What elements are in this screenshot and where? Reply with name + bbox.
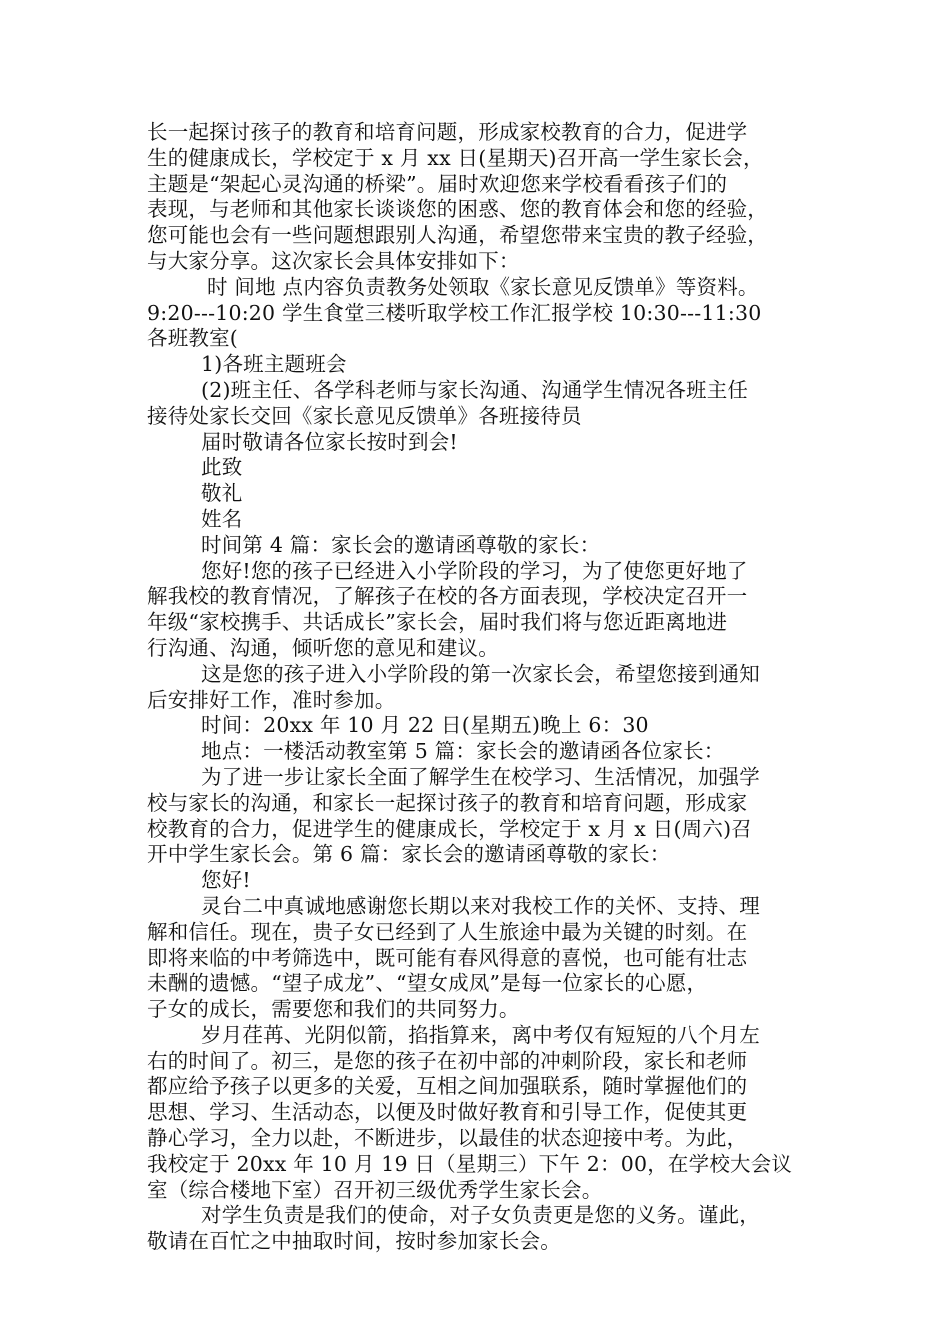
text-line: 为了进一步让家长全面了解学生在校学习、生活情况，加强学: [201, 764, 760, 789]
text-line: 即将来临的中考筛选中，既可能有春风得意的喜悦，也可能有壮志: [147, 945, 748, 970]
text-line: 主题是“架起心灵沟通的桥梁”。届时欢迎您来学校看看孩子们的: [147, 171, 728, 196]
paragraph-p8: [147, 507, 817, 533]
text-line: 都应给予孩子以更多的关爱，互相之间加强联系，随时掌握他们的: [147, 1074, 748, 1099]
paragraph-p4: [147, 378, 817, 430]
document-body: [147, 120, 817, 1255]
paragraph-p18: [147, 1203, 817, 1255]
text-line: 表现，与老师和其他家长谈谈您的困惑、您的教育体会和您的经验，: [147, 197, 768, 222]
text-line: 与大家分享。这次家长会具体安排如下：: [147, 248, 520, 273]
text-line: 我校定于 20xx 年 10 月 19 日（星期三）下午 2：00，在学校大会议: [147, 1151, 793, 1176]
text-line: 您可能也会有一些问题想跟别人沟通，希望您带来宝贵的教子经验，: [147, 223, 768, 248]
text-line: 届时敬请各位家长按时到会!: [201, 429, 458, 454]
paragraph-p17: [147, 1023, 817, 1204]
text-line: (2)班主任、各学科老师与家长沟通、沟通学生情况各班主任: [201, 377, 749, 402]
text-line: 生的健康成长，学校定于 x 月 xx 日(星期天)召开高一学生家长会，: [147, 145, 764, 170]
text-line: 校与家长的沟通，和家长一起探讨孩子的教育和培育问题，形成家: [147, 790, 748, 815]
text-line: 您好!: [201, 868, 251, 893]
text-line: 室（综合楼地下室）召开初三级优秀学生家长会。: [147, 1177, 603, 1202]
text-line: 敬礼: [201, 481, 243, 506]
text-line: 行沟通、沟通，倾听您的意见和建议。: [147, 635, 499, 660]
text-line: 解和信任。现在，贵子女已经到了人生旅途中最为关键的时刻。在: [147, 919, 748, 944]
paragraph-p1: [147, 120, 817, 275]
text-line: 地点：一楼活动教室第 5 篇：家长会的邀请函各位家长：: [201, 739, 725, 764]
text-line: 接待处家长交回《家长意见反馈单》各班接待员: [147, 403, 582, 428]
text-line: 后安排好工作，准时参加。: [147, 687, 396, 712]
text-line: 长一起探讨孩子的教育和培育问题，形成家校教育的合力，促进学: [147, 120, 748, 144]
paragraph-p5: [147, 430, 817, 456]
paragraph-p14: [147, 765, 817, 868]
text-line: 此致: [201, 455, 243, 480]
text-line: 敬请在百忙之中抽取时间，按时参加家长会。: [147, 1229, 561, 1254]
paragraph-p7: [147, 481, 817, 507]
text-line: 您好!您的孩子已经进入小学阶段的学习，为了使您更好地了: [201, 558, 748, 583]
text-line: 右的时间了。初三，是您的孩子在初中部的冲刺阶段，家长和老师: [147, 1048, 748, 1073]
text-line: 未酬的遗憾。“望子成龙”、“望女成凤”是每一位家长的心愿，: [147, 971, 708, 996]
paragraph-p12: [147, 713, 817, 739]
paragraph-p9: [147, 533, 817, 559]
paragraph-p13: [147, 739, 817, 765]
text-line: 岁月荏苒、光阴似箭，掐指算来，离中考仅有短短的八个月左: [201, 1022, 760, 1047]
paragraph-p10: [147, 559, 817, 662]
text-line: 年级“家校携手、共话成长”家长会，届时我们将与您近距离地进: [147, 610, 728, 635]
text-line: 对学生负责是我们的使命，对子女负责更是您的义务。谨此，: [201, 1203, 760, 1228]
paragraph-p11: [147, 662, 817, 714]
text-line: 静心学习，全力以赴，不断进步，以最佳的状态迎接中考。为此，: [147, 1126, 748, 1151]
text-line: 子女的成长，需要您和我们的共同努力。: [147, 997, 520, 1022]
paragraph-p15: [147, 868, 817, 894]
text-line: 开中学生家长会。第 6 篇：家长会的邀请函尊敬的家长：: [147, 842, 671, 867]
text-line: 灵台二中真诚地感谢您长期以来对我校工作的关怀、支持、理: [201, 893, 760, 918]
text-line: 姓名: [201, 506, 243, 531]
text-line: 9:20---10:20 学生食堂三楼听取学校工作汇报学校 10:30---11:30: [147, 300, 762, 325]
paragraph-p3: [147, 352, 817, 378]
text-line: 时间：20xx 年 10 月 22 日(星期五)晚上 6：30: [201, 713, 649, 738]
text-line: 思想、学习、生活动态，以便及时做好教育和引导工作，促使其更: [147, 1100, 748, 1125]
text-line: 解我校的教育情况，了解孩子在校的各方面表现，学校决定召开一: [147, 584, 748, 609]
text-line: 这是您的孩子进入小学阶段的第一次家长会，希望您接到通知: [201, 661, 760, 686]
paragraph-p6: [147, 455, 817, 481]
text-line: 时 间地 点内容负责教务处领取《家长意见反馈单》等资料。: [207, 274, 759, 299]
text-line: 校教育的合力，促进学生的健康成长，学校定于 x 月 x 日(周六)召: [147, 816, 752, 841]
text-line: 时间第 4 篇：家长会的邀请函尊敬的家长：: [201, 532, 601, 557]
text-line: 1)各班主题班会: [201, 352, 347, 377]
text-line: 各班教室(: [147, 326, 238, 351]
paragraph-p2: [147, 275, 817, 352]
paragraph-p16: [147, 894, 817, 1023]
